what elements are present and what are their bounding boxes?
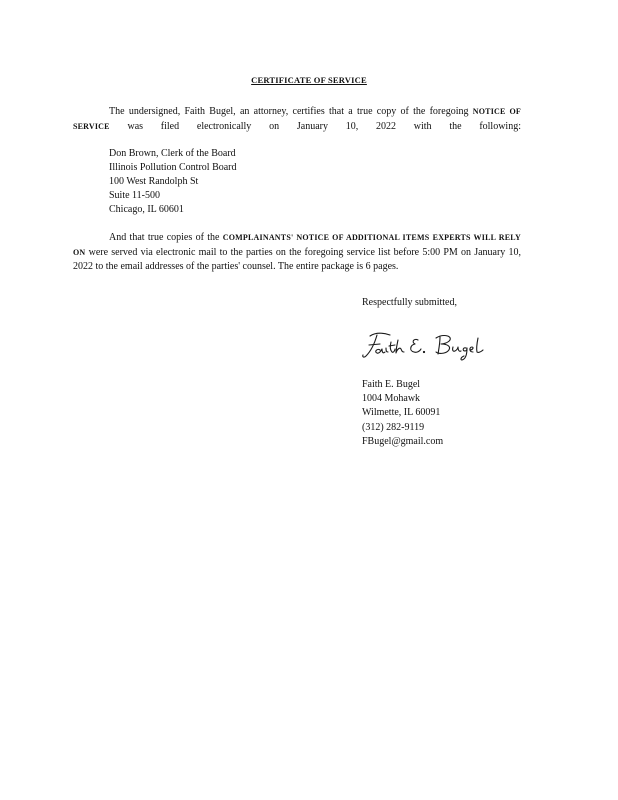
handwritten-signature <box>360 328 490 369</box>
recipient-line: Don Brown, Clerk of the Board <box>109 148 236 159</box>
filing-intro: The undersigned, Faith Bugel, an attorney, certifies that a true copy of the foregoing <box>109 106 469 117</box>
certificate-title: CERTIFICATE OF SERVICE <box>251 75 367 85</box>
recipient-line: Chicago, IL 60601 <box>109 204 184 215</box>
service-rest: were served via electronic mail to the parties on the foregoing service list before 5:00 PM on January 10, 2022 to the email addresses of the parties' counsel. The entire package is 6 pages. <box>73 246 522 272</box>
recipient-line: Suite 11-500 <box>109 190 161 201</box>
service-paragraph <box>73 231 521 275</box>
sender-street: 1004 Mohawk <box>362 393 421 405</box>
sender-phone: (312) 282-9119 <box>362 421 425 433</box>
served-document-name: COMPLAINANTS' NOTICE OF ADDITIONAL ITEMS <box>222 233 430 242</box>
recipient-line: Illinois Pollution Control Board <box>109 162 237 173</box>
sender-email: FBugel@gmail.com <box>362 435 444 447</box>
sender-city: Wilmette, IL 60091 <box>362 407 441 419</box>
signature-drawing <box>360 328 490 364</box>
filing-document-name: NOTICE OF SERVICE <box>73 107 522 131</box>
filing-paragraph <box>73 105 521 134</box>
service-intro: And that true copies of the <box>109 232 220 243</box>
served-document-name-cont: EXPERTS WILL RELY ON <box>73 233 522 257</box>
closing-line: Respectfully submitted, <box>362 297 457 308</box>
sender-block <box>362 378 443 449</box>
recipient-line: 100 West Randolph St <box>109 176 199 187</box>
sender-name: Faith E. Bugel <box>362 379 421 390</box>
filing-rest: was filed electronically on January 10, 2022 with the following: <box>127 120 521 132</box>
recipient-address <box>109 147 237 217</box>
